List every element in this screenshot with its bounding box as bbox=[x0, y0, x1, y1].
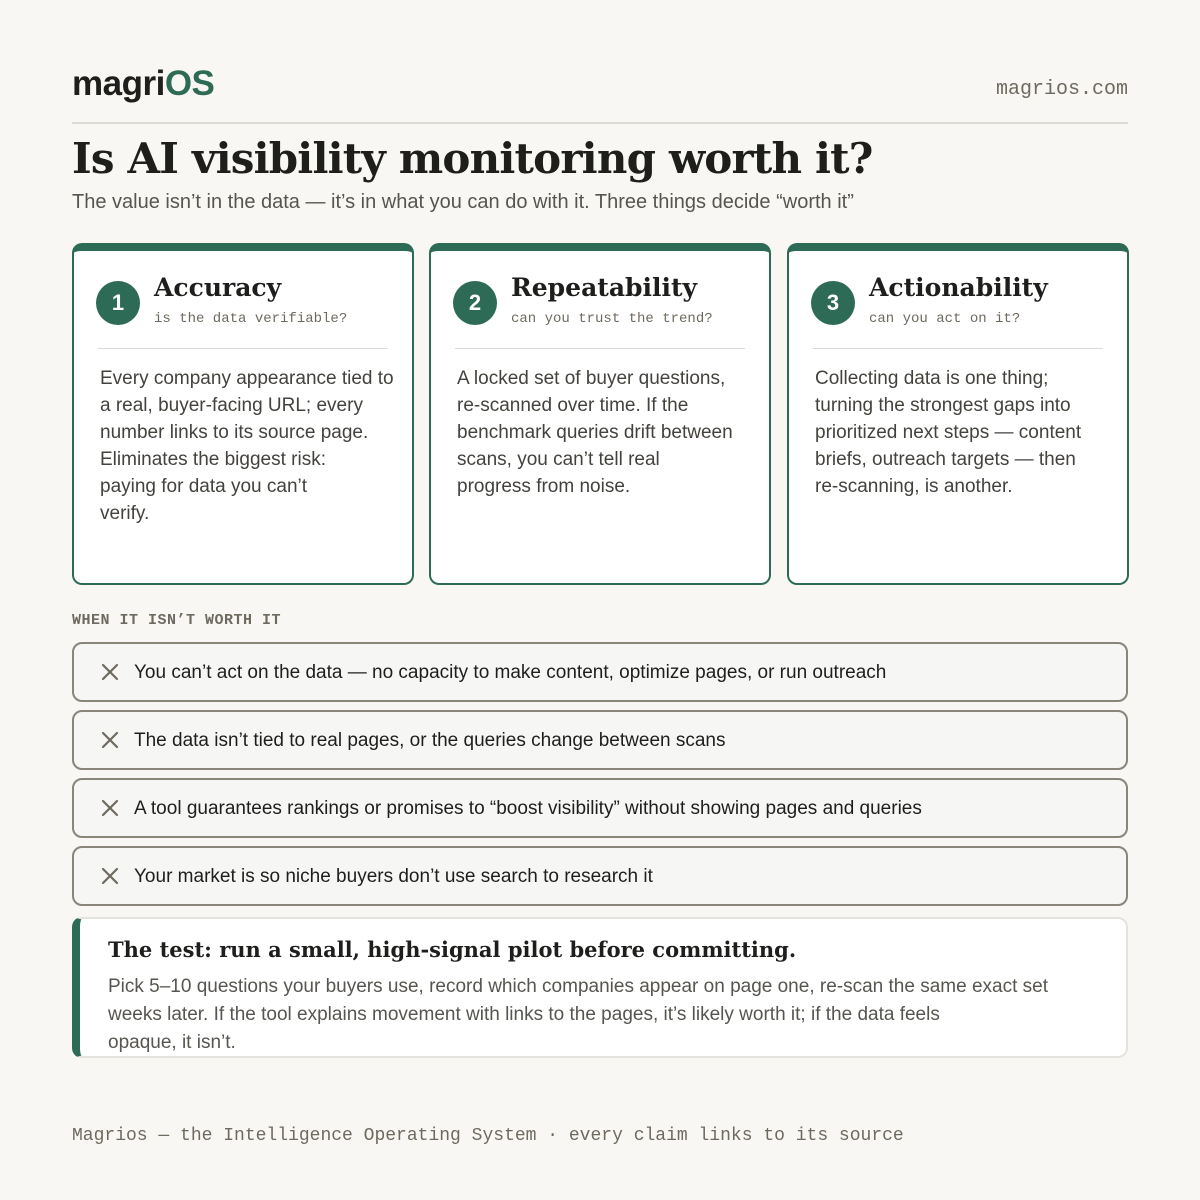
criterion-title: Actionability bbox=[869, 273, 1048, 302]
page-title: Is AI visibility monitoring worth it? bbox=[72, 134, 873, 183]
warning-text: Your market is so niche buyers don’t use search to research it bbox=[134, 866, 653, 887]
warning-item bbox=[72, 846, 1128, 906]
description-line: prioritized next steps — content bbox=[815, 422, 1082, 443]
criterion-description bbox=[815, 365, 1123, 500]
warning-text: The data isn’t tied to real pages, or the queries change between scans bbox=[134, 730, 726, 751]
step-number-badge: 3 bbox=[811, 281, 855, 325]
criterion-card-actionability bbox=[787, 243, 1129, 585]
warning-text: You can’t act on the data — no capacity to make content, optimize pages, or run outreach bbox=[134, 662, 887, 683]
description-line: paying for data you can’t bbox=[100, 476, 308, 497]
pilot-test-callout bbox=[72, 917, 1128, 1058]
criterion-description bbox=[457, 365, 765, 500]
x-icon bbox=[100, 662, 120, 682]
description-line: number links to its source page. bbox=[100, 422, 369, 443]
criterion-card-repeatability bbox=[429, 243, 771, 585]
description-line: Eliminates the biggest risk: bbox=[100, 449, 326, 470]
page-header bbox=[72, 64, 1128, 124]
warning-item bbox=[72, 710, 1128, 770]
description-line: re-scanning, is another. bbox=[815, 476, 1013, 497]
description-line: scans, you can’t tell real bbox=[457, 449, 660, 470]
x-icon bbox=[100, 798, 120, 818]
description-line: briefs, outreach targets — then bbox=[815, 449, 1076, 470]
criterion-card-accuracy bbox=[72, 243, 414, 585]
callout-title: The test: run a small, high-signal pilot before committing. bbox=[108, 937, 797, 962]
criterion-title: Repeatability bbox=[511, 273, 698, 302]
footer-tagline: Magrios — the Intelligence Operating System · every claim links to its source bbox=[72, 1126, 904, 1146]
card-divider bbox=[455, 348, 745, 349]
criterion-title: Accuracy bbox=[154, 273, 282, 302]
warning-item bbox=[72, 778, 1128, 838]
description-line: progress from noise. bbox=[457, 476, 631, 497]
description-line: turning the strongest gaps into bbox=[815, 395, 1071, 416]
x-icon bbox=[100, 730, 120, 750]
callout-line: weeks later. If the tool explains movement with links to the pages, it’s likely worth it; if the data feels bbox=[108, 1004, 940, 1025]
description-line: a real, buyer-facing URL; every bbox=[100, 395, 363, 416]
description-line: verify. bbox=[100, 503, 150, 524]
criterion-question: can you act on it? bbox=[869, 311, 1021, 327]
site-domain-link[interactable]: magrios.com bbox=[995, 78, 1128, 101]
callout-line: Pick 5–10 questions your buyers use, record which companies appear on page one, re-scan the same exact set bbox=[108, 976, 1048, 997]
card-divider bbox=[98, 348, 388, 349]
criterion-description bbox=[100, 365, 408, 527]
logo-accent-text: OS bbox=[164, 64, 215, 103]
criterion-question: can you trust the trend? bbox=[511, 311, 713, 327]
x-icon bbox=[100, 866, 120, 886]
logo-main-text: magri bbox=[72, 64, 165, 103]
description-line: A locked set of buyer questions, bbox=[457, 368, 726, 389]
description-line: re-scanned over time. If the bbox=[457, 395, 689, 416]
callout-line: opaque, it isn’t. bbox=[108, 1032, 236, 1053]
criterion-question: is the data verifiable? bbox=[154, 311, 348, 327]
card-divider bbox=[813, 348, 1103, 349]
description-line: Every company appearance tied to bbox=[100, 368, 394, 389]
section-label-not-worth-it: WHEN IT ISN’T WORTH IT bbox=[72, 612, 282, 629]
step-number-badge: 1 bbox=[96, 281, 140, 325]
warning-item bbox=[72, 642, 1128, 702]
description-line: Collecting data is one thing; bbox=[815, 368, 1049, 389]
step-number-badge: 2 bbox=[453, 281, 497, 325]
warning-text: A tool guarantees rankings or promises to “boost visibility” without showing pages and queries bbox=[134, 798, 922, 819]
page-subtitle: The value isn’t in the data — it’s in what you can do with it. Three things decide “worth it” bbox=[72, 191, 854, 213]
magrios-logo[interactable] bbox=[72, 64, 214, 104]
callout-body bbox=[108, 973, 1106, 1057]
description-line: benchmark queries drift between bbox=[457, 422, 733, 443]
